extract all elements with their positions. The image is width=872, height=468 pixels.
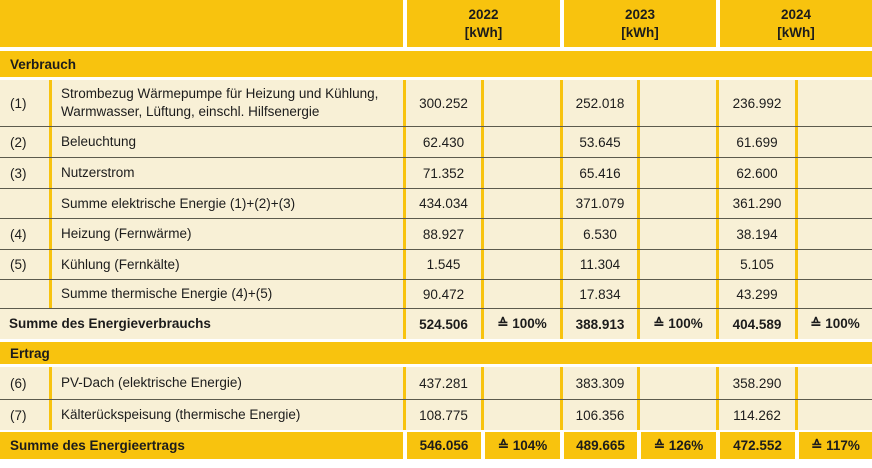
percent-2024	[795, 127, 872, 157]
table-row	[0, 80, 872, 126]
percent-2024	[795, 158, 872, 188]
header-year-2024	[716, 0, 872, 47]
row-number	[0, 189, 49, 218]
row-label: PV-Dach (elektrische Energie)	[49, 367, 403, 399]
value-2022: 434.034	[403, 189, 481, 218]
percent-2023	[637, 158, 716, 188]
total-value-2022: 524.506	[403, 309, 481, 339]
total-percent-2023: ≙ 100%	[637, 309, 716, 339]
total-label: Summe des Energieverbrauchs	[9, 316, 211, 332]
row-label: Heizung (Fernwärme)	[49, 219, 403, 249]
table-row-subtotal-elektrisch	[0, 188, 872, 218]
row-number: (6)	[10, 375, 27, 391]
percent-2022	[481, 250, 560, 279]
table-row-subtotal-thermisch	[0, 279, 872, 308]
percent-2023	[637, 80, 716, 126]
percent-2024	[795, 367, 872, 399]
value-2023: 53.645	[560, 127, 637, 157]
value-2024: 5.105	[716, 250, 795, 279]
percent-2024	[795, 400, 872, 430]
table-header-row	[0, 0, 872, 47]
table-row-total-ertrag	[0, 432, 872, 459]
percent-2022	[481, 80, 560, 126]
row-number: (1)	[10, 95, 27, 111]
value-2024: 43.299	[716, 280, 795, 308]
row-label: Strombezug Wärmepumpe für Heizung und Kühlung, Warmwasser, Lüftung, einschl. Hilfsenergie	[49, 80, 403, 126]
value-2024: 62.600	[716, 158, 795, 188]
row-number	[0, 280, 49, 308]
row-label: Beleuchtung	[49, 127, 403, 157]
table-row	[0, 249, 872, 279]
row-label: Summe thermische Energie (4)+(5)	[49, 280, 403, 308]
table-row-total-verbrauch	[0, 308, 872, 339]
row-number: (2)	[10, 134, 27, 150]
total-value-2023: 489.665	[560, 432, 637, 459]
percent-2022	[481, 280, 560, 308]
value-2023: 11.304	[560, 250, 637, 279]
row-label: Nutzerstrom	[49, 158, 403, 188]
value-2022: 300.252	[403, 80, 481, 126]
value-2023: 371.079	[560, 189, 637, 218]
percent-2023	[637, 400, 716, 430]
percent-2022	[481, 127, 560, 157]
total-value-2024: 472.552	[716, 432, 795, 459]
total-percent-2024: ≙ 117%	[795, 432, 872, 459]
percent-2023	[637, 127, 716, 157]
value-2022: 90.472	[403, 280, 481, 308]
percent-2022	[481, 400, 560, 430]
value-2022: 71.352	[403, 158, 481, 188]
table-row	[0, 399, 872, 430]
total-value-2024: 404.589	[716, 309, 795, 339]
value-2023: 65.416	[560, 158, 637, 188]
value-2022: 437.281	[403, 367, 481, 399]
percent-2022	[481, 219, 560, 249]
table-row	[0, 218, 872, 249]
percent-2024	[795, 219, 872, 249]
value-2022: 62.430	[403, 127, 481, 157]
percent-2024	[795, 250, 872, 279]
row-number: (7)	[10, 407, 27, 423]
percent-2024	[795, 280, 872, 308]
value-2024: 236.992	[716, 80, 795, 126]
table-row	[0, 126, 872, 157]
section-header-ertrag: Ertrag	[0, 342, 872, 364]
value-2023: 383.309	[560, 367, 637, 399]
percent-2023	[637, 250, 716, 279]
table-row	[0, 157, 872, 188]
total-percent-2022: ≙ 104%	[481, 432, 560, 459]
year-label: 2023	[624, 6, 656, 22]
section-header-verbrauch: Verbrauch	[0, 51, 872, 77]
value-2024: 361.290	[716, 189, 795, 218]
year-unit: [kWh]	[464, 24, 503, 40]
table-row	[0, 367, 872, 399]
value-2024: 358.290	[716, 367, 795, 399]
percent-2022	[481, 367, 560, 399]
value-2024: 114.262	[716, 400, 795, 430]
value-2023: 106.356	[560, 400, 637, 430]
percent-2024	[795, 189, 872, 218]
total-label: Summe des Energieertrags	[0, 432, 403, 459]
percent-2023	[637, 219, 716, 249]
percent-2022	[481, 189, 560, 218]
total-percent-2024: ≙ 100%	[795, 309, 872, 339]
value-2023: 252.018	[560, 80, 637, 126]
header-year-2022	[403, 0, 560, 47]
total-percent-2023: ≙ 126%	[637, 432, 716, 459]
row-number: (4)	[10, 226, 27, 242]
percent-2023	[637, 189, 716, 218]
row-label: Summe elektrische Energie (1)+(2)+(3)	[49, 189, 403, 218]
header-year-2023	[560, 0, 716, 47]
total-percent-2022: ≙ 100%	[481, 309, 560, 339]
total-value-2022: 546.056	[403, 432, 481, 459]
value-2023: 6.530	[560, 219, 637, 249]
percent-2023	[637, 280, 716, 308]
value-2022: 108.775	[403, 400, 481, 430]
year-unit: [kWh]	[621, 24, 659, 40]
percent-2023	[637, 367, 716, 399]
row-number: (3)	[10, 165, 27, 181]
row-label: Kälterückspeisung (thermische Energie)	[49, 400, 403, 430]
value-2024: 38.194	[716, 219, 795, 249]
header-label-spacer	[0, 0, 403, 47]
year-label: 2022	[468, 6, 499, 22]
value-2024: 61.699	[716, 127, 795, 157]
year-label: 2024	[780, 6, 812, 22]
value-2023: 17.834	[560, 280, 637, 308]
percent-2022	[481, 158, 560, 188]
percent-2024	[795, 80, 872, 126]
total-value-2023: 388.913	[560, 309, 637, 339]
row-number: (5)	[10, 257, 27, 272]
row-label: Kühlung (Fernkälte)	[49, 250, 403, 279]
value-2022: 1.545	[403, 250, 481, 279]
value-2022: 88.927	[403, 219, 481, 249]
year-unit: [kWh]	[777, 24, 815, 40]
